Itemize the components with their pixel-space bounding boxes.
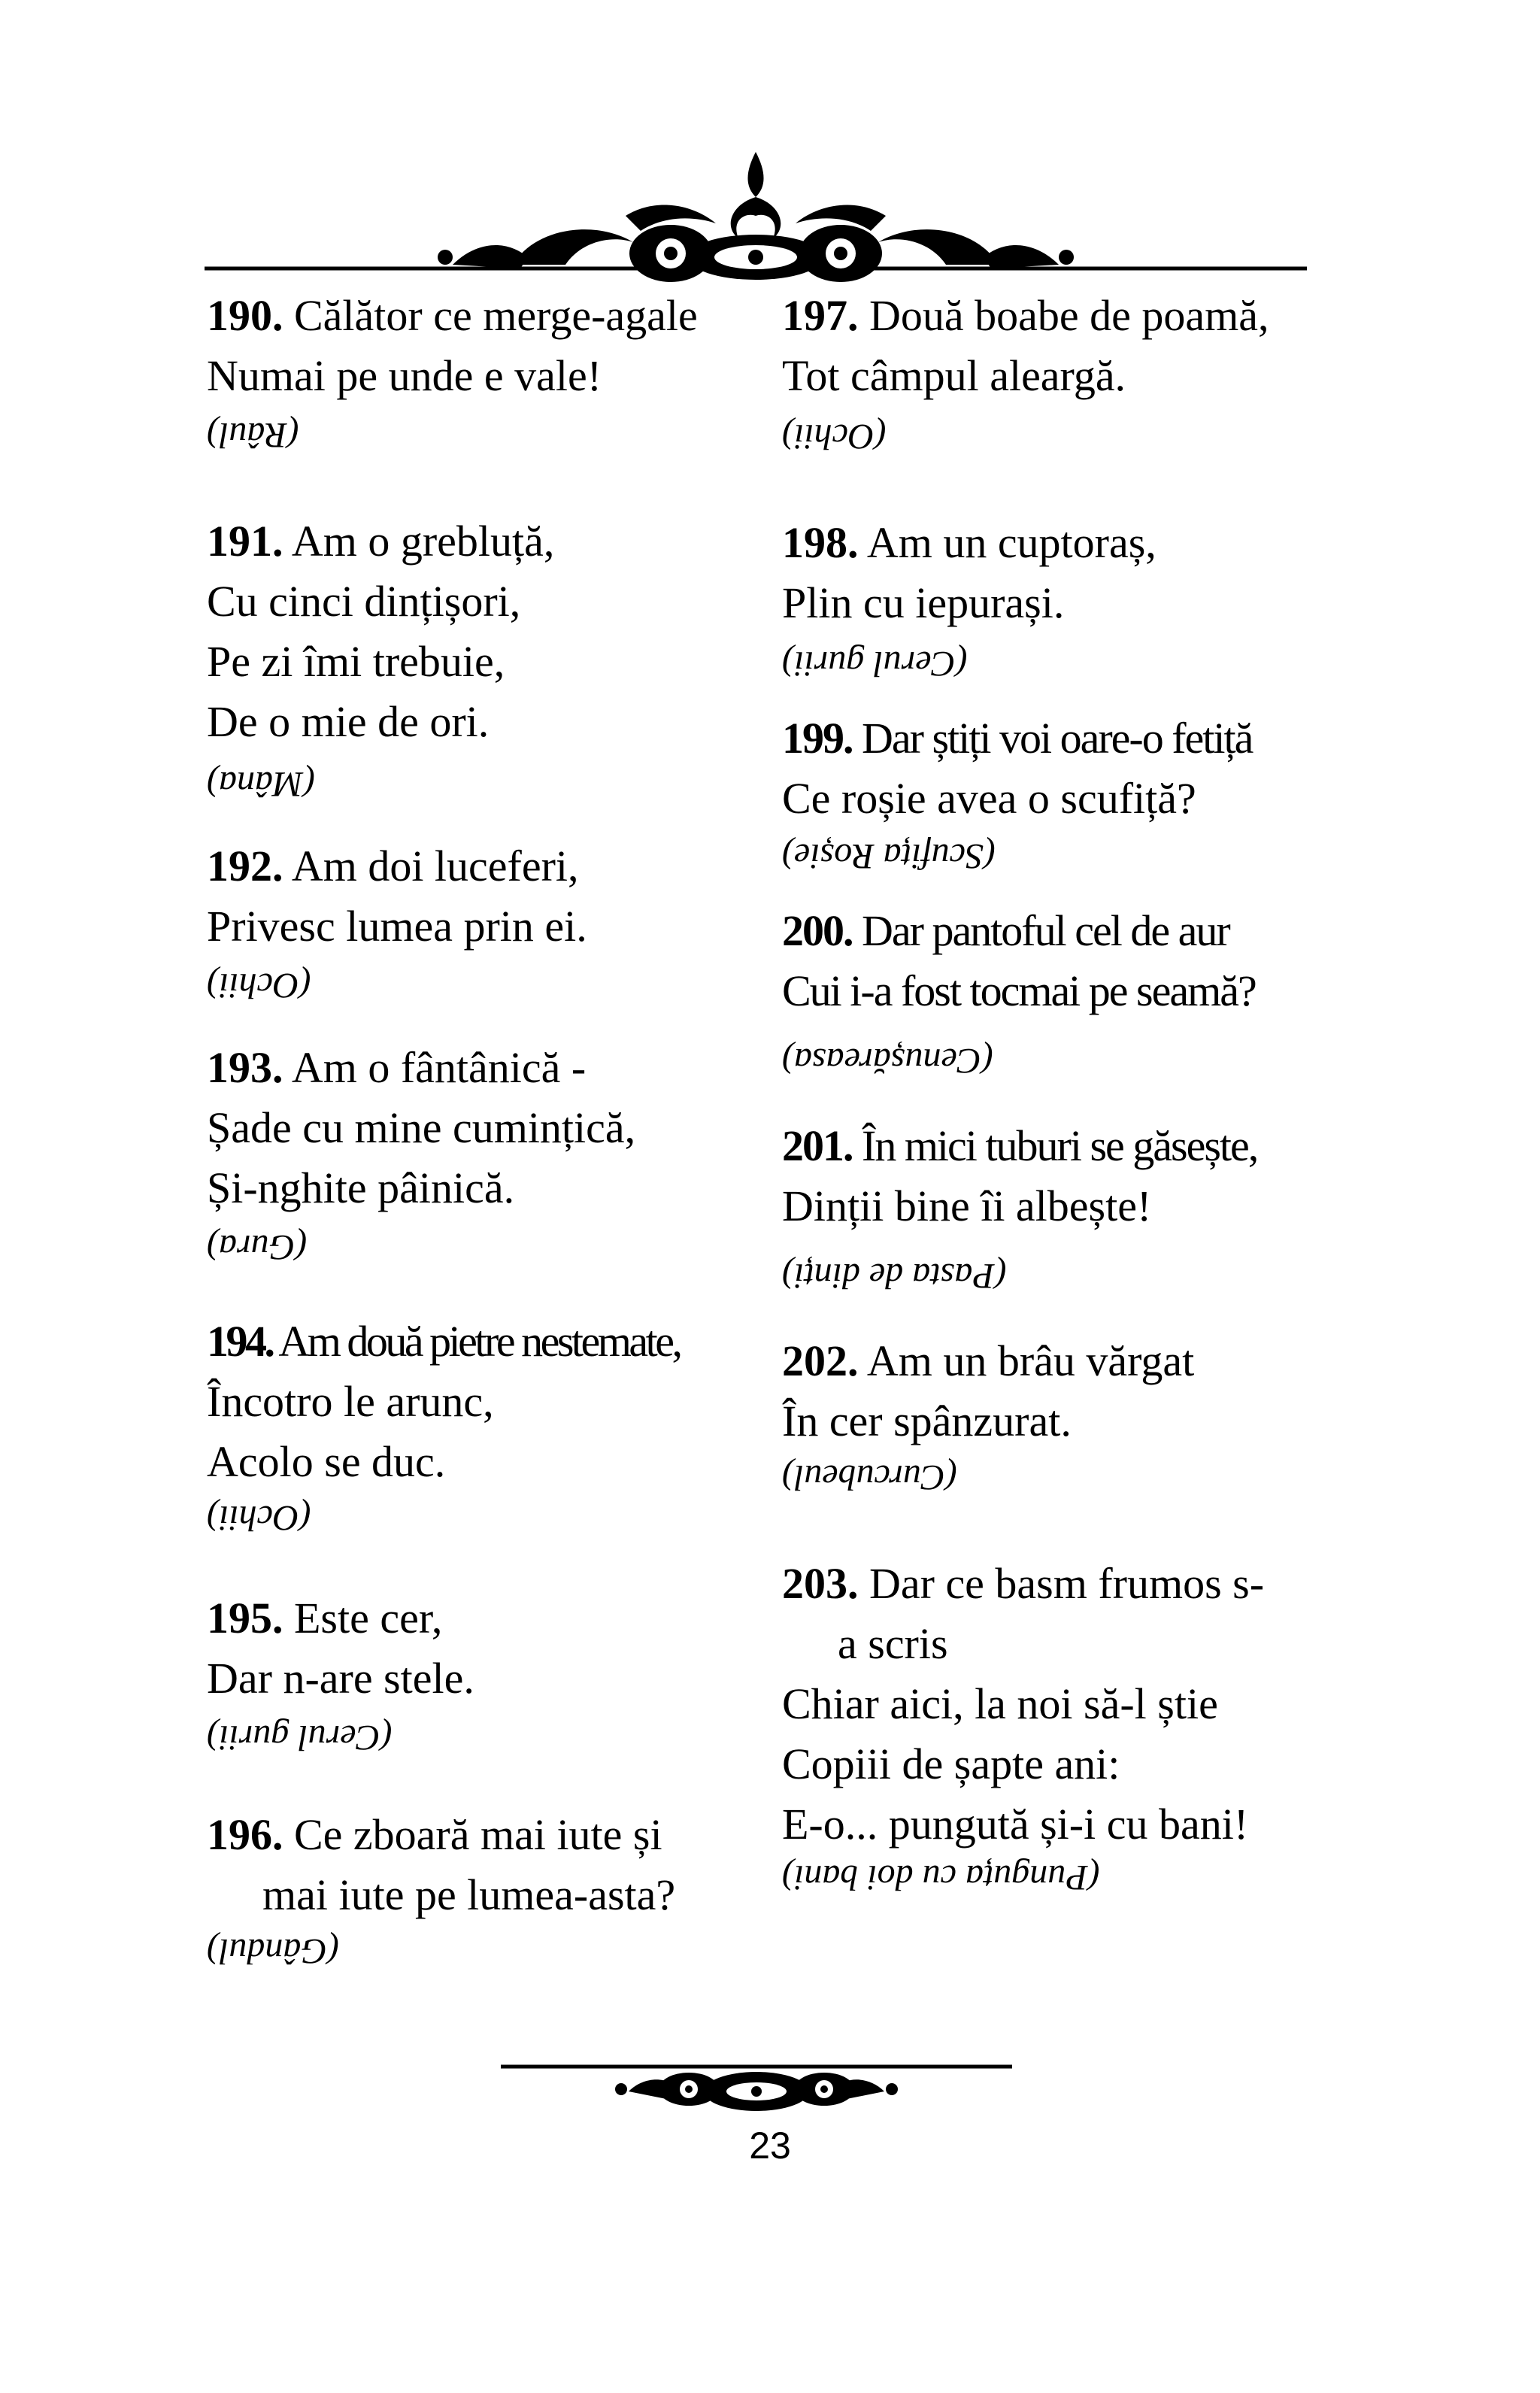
riddle-201 (782, 1116, 1312, 1298)
riddle-number: 200. (782, 906, 853, 955)
riddle-number: 199. (782, 714, 853, 763)
riddle-line: Privesc lumea prin ei. (207, 902, 587, 951)
riddle-line: De o mie de ori. (207, 697, 490, 746)
riddle-line: a scris (838, 1619, 948, 1668)
right-column (782, 286, 1312, 1900)
riddle-line: Încotro le arunc, (207, 1377, 494, 1426)
riddle-202 (782, 1331, 1312, 1500)
riddle-number: 202. (782, 1336, 859, 1385)
riddle-194 (207, 1312, 737, 1540)
riddle-line: Călător ce merge-agale (294, 291, 698, 340)
riddle-195 (207, 1588, 737, 1760)
riddle-line: Am un brâu vărgat (866, 1336, 1195, 1385)
riddle-line: În cer spânzurat. (782, 1397, 1072, 1445)
riddle-line: mai iute pe lumea-asta? (262, 1870, 676, 1919)
riddle-answer: (Pasta de dinți) (782, 1256, 1007, 1296)
riddle-191 (207, 511, 737, 806)
riddle-193 (207, 1038, 737, 1269)
riddle-number: 190. (207, 291, 283, 340)
riddle-line: Dar ce basm frumos s- (869, 1559, 1265, 1608)
page-number: 23 (749, 2125, 791, 2167)
riddle-line: Cu cinci dințișori, (207, 577, 521, 626)
riddle-number: 203. (782, 1559, 859, 1608)
riddle-number: 192. (207, 842, 283, 890)
riddle-line: Copiii de șapte ani: (782, 1739, 1120, 1788)
riddle-line: Am un cuptoraș, (866, 518, 1157, 567)
riddle-line: Dar știți voi oare-o fetiță (862, 714, 1253, 763)
riddle-198 (782, 513, 1312, 686)
riddle-199 (782, 708, 1312, 878)
top-ornament (205, 144, 1307, 287)
riddle-line: Și-nghite pâinică. (207, 1163, 515, 1212)
riddle-192 (207, 836, 737, 1008)
riddle-line: Numai pe unde e vale! (207, 351, 602, 400)
riddle-line: Este cer, (294, 1594, 443, 1642)
riddle-line: Pe zi îmi trebuie, (207, 637, 505, 686)
riddle-answer: (Râul) (207, 415, 299, 455)
riddle-number: 193. (207, 1043, 283, 1092)
riddle-196 (207, 1805, 737, 1973)
riddle-number: 191. (207, 517, 283, 566)
riddle-number: 198. (782, 518, 859, 567)
riddle-line: Am două pietre nestemate, (278, 1317, 681, 1366)
riddle-line: E-o... pungută și-i cu bani! (782, 1800, 1249, 1849)
riddle-answer: (Gura) (207, 1227, 308, 1267)
riddle-line: Am o fântânică - (291, 1043, 587, 1092)
riddle-answer: (Ochii) (782, 417, 887, 456)
riddle-answer: (Ochii) (207, 966, 311, 1005)
riddle-line: Tot câmpul aleargă. (782, 351, 1126, 400)
riddle-line: În mici tuburi se găsește, (862, 1121, 1258, 1170)
riddle-line: Dar n-are stele. (207, 1654, 474, 1703)
riddle-line: Plin cu iepurași. (782, 578, 1065, 627)
riddle-answer: (Curcubeul) (782, 1457, 957, 1497)
riddle-number: 194. (207, 1317, 273, 1366)
riddle-answer: (Cerul gurii) (207, 1718, 393, 1758)
riddle-203 (782, 1554, 1312, 1900)
riddle-line: Șade cu mine cumințică, (207, 1103, 636, 1152)
bottom-ornament (501, 2058, 1012, 2125)
riddle-line: Dar pantoful cel de aur (862, 906, 1229, 955)
riddle-line: Două boabe de poamă, (869, 291, 1269, 340)
riddle-answer: (Gândul) (207, 1931, 339, 1971)
left-column (207, 286, 737, 1973)
riddle-answer: (Mâna) (207, 764, 315, 804)
riddle-197 (782, 286, 1312, 459)
riddle-line: Cui i-a fost tocmai pe seamă? (782, 966, 1256, 1015)
riddle-line: Dinții bine îi albește! (782, 1181, 1152, 1230)
riddle-number: 195. (207, 1594, 283, 1642)
riddle-line: Ce roșie avea o scufiță? (782, 774, 1196, 823)
riddle-190 (207, 286, 737, 457)
riddle-number: 201. (782, 1121, 853, 1170)
riddle-line: Am doi luceferi, (291, 842, 579, 890)
riddle-answer: (Scufița Roșie) (782, 836, 996, 876)
riddle-number: 196. (207, 1810, 283, 1859)
riddle-answer: (Cerul gurii) (782, 644, 968, 684)
riddle-number: 197. (782, 291, 859, 340)
riddle-line: Acolo se duc. (207, 1437, 446, 1486)
riddle-line: Am o grebluță, (291, 517, 555, 566)
riddle-line: Chiar aici, la noi să-l știe (782, 1679, 1218, 1728)
riddle-200 (782, 901, 1312, 1083)
riddle-answer: (Punguța cu doi bani) (782, 1858, 1100, 1897)
riddle-answer: (Cenușăreasa) (782, 1041, 993, 1081)
riddle-line: Ce zboară mai iute și (294, 1810, 662, 1859)
riddle-answer: (Ochii) (207, 1498, 311, 1538)
